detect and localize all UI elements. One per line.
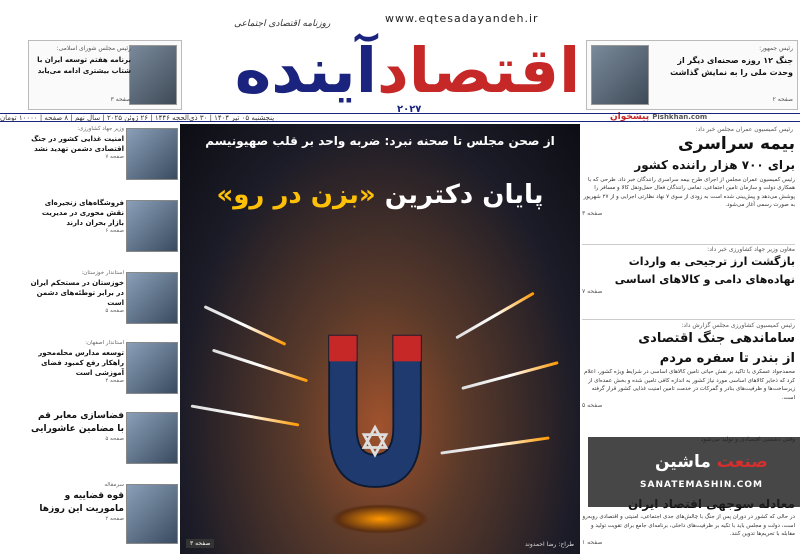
left-page: صفحه ۲ [105, 516, 124, 523]
president-photo [591, 45, 649, 105]
promo-page: صفحه ۳ [110, 96, 131, 103]
story-kicker: معاون وزیر جهاد کشاورزی خبر داد: [707, 246, 795, 253]
minister-photo [126, 128, 178, 180]
columnist-photo [126, 484, 178, 544]
story-page: صفحه ۱ [582, 538, 603, 546]
story-economic-war[interactable] [582, 322, 795, 434]
left-page: صفحه ۶ [105, 228, 124, 235]
page-ref: صفحه ۳ [186, 539, 214, 548]
promo-kicker: رئیس جمهور: [759, 45, 793, 52]
left-headline: قوه قضاییه و ماموریت این روزها [39, 490, 124, 515]
promo-kicker: رئیس مجلس شورای اسلامی: [56, 45, 131, 52]
left-kicker: استاندار اصفهان: [85, 340, 124, 346]
watermark-brand [655, 452, 768, 472]
left-kicker: استاندار خوزستان: [81, 270, 124, 276]
pishkhan-name: پیشخوان [610, 112, 650, 122]
story-headline-1: بیمه سراسری [678, 134, 795, 154]
left-headline: فضاسازی معابر قم با مضامین عاشورایی [31, 411, 124, 435]
left-kicker: سرمقاله [104, 482, 124, 488]
logo-part1: اقتصاد [376, 33, 581, 107]
promo-headline: جنگ ۱۲ روزه صحنه‌ای دیگر از وحدت ملی را به نمایش گذاشت [670, 56, 793, 77]
top-left-promo[interactable] [28, 40, 182, 110]
story-kicker: رئیس کمیسیون عمران مجلس خبر داد: [695, 126, 793, 133]
watermark-url[interactable]: SANATEMASHIN.COM [640, 480, 763, 490]
logo-part2: آینده [234, 33, 377, 107]
missile-icon [191, 404, 300, 426]
governor-photo [126, 272, 178, 324]
masthead-tagline: روزنامه اقتصادی اجتماعی [234, 19, 331, 29]
story-headline-2: برای ۷۰۰ هزار راننده کشور [634, 157, 795, 172]
center-headline-quote: «بزن در رو» [216, 180, 376, 210]
story-body: محمدجواد عسکری با تاکید بر نقش حیاتی تامین کالاهای اساسی در شرایط ویژه کشور، اعلام کرد که ذخایر کالاهای اساسی مورد نیاز کشور به اندازه کافی تامین شده و بخش عمده‌ای از زیرساخت‌ها و ظرفیت‌های بنادر و گمرکات در خدمت تامین امنیت غذایی کشور قرار گرفته است. [584, 369, 795, 401]
site-url[interactable]: www.eqtesadayandeh.ir [385, 12, 539, 25]
governor-photo [126, 342, 178, 394]
left-story-khuzestan[interactable] [28, 268, 178, 336]
left-story-food-security[interactable] [28, 124, 178, 192]
left-headline: امنیت غذایی کشور در جنگ اقتصادی دشمن تهدید نشد [31, 134, 124, 154]
speaker-photo [129, 45, 177, 105]
magnet-icon [320, 324, 430, 494]
center-headline-prefix: پایان دکترین [384, 180, 544, 210]
left-page: صفحه ۷ [105, 154, 124, 161]
story-page: صفحه ۵ [582, 402, 603, 410]
watermark-part2: ماشین [655, 452, 711, 472]
story-headline-1: بازگشت ارز ترجیحی به واردات [628, 255, 795, 268]
watermark-part1: صنعت [716, 452, 768, 472]
pishkhan-url[interactable]: Pishkhan.com [652, 113, 708, 121]
missile-icon [212, 349, 308, 383]
dateline: پنجشنبه ۰۵ تیر ۱۴۰۴ | ۳۰ ذی‌الحجه ۱۴۴۶ | ۲۶ ژوئن ۲۰۲۵ | سال نهم | ۸ صفحه | ۱۰۰۰۰ تومان [0, 113, 800, 122]
left-story-qom[interactable] [28, 408, 178, 476]
left-headline: فروشگاه‌های زنجیره‌ای نقش محوری در مدیریت بازار بحران دارند [41, 199, 124, 228]
designer-credit: طراح: رضا احمدوند [525, 541, 574, 548]
story-headline-2: نهاده‌های دامی و کالاهای اساسی [614, 272, 795, 286]
missile-icon [204, 305, 287, 346]
explosion-icon [330, 504, 430, 534]
official-photo [126, 200, 178, 252]
left-story-chain-stores[interactable] [28, 196, 178, 264]
story-body: در حالی که کشور در دوران پس از جنگ با چالش‌های جدی اجتماعی، امنیتی و اقتصادی روبه‌رو است، دولت و مجلس باید با تکیه بر ظرفیت‌های داخلی، برنامه‌ای جامع برای تقویت تولید و مقابله با تحریم‌ها تدوین کنند. [582, 514, 795, 538]
story-insurance[interactable] [582, 124, 795, 242]
left-page: صفحه ۴ [105, 378, 124, 385]
left-headline: توسعه مدارس محله‌محور راهکار رفع کمبود فضای آموزشی است [38, 348, 124, 378]
missile-icon [461, 361, 558, 390]
center-cover-image[interactable] [180, 124, 580, 554]
center-kicker: از صحن مجلس تا صحنه نبرد: ضربه واحد بر قلب صهیونیسم [205, 134, 555, 148]
official-photo [126, 412, 178, 464]
story-kicker: رئیس کمیسیون کشاورزی مجلس گزارش داد: [681, 322, 795, 329]
story-page: صفحه ۷ [582, 288, 603, 296]
left-story-judiciary[interactable] [28, 480, 178, 550]
left-page: صفحه ۵ [105, 308, 124, 315]
story-currency[interactable] [582, 246, 795, 316]
story-headline-1: ساماندهی جنگ اقتصادی [638, 331, 795, 346]
left-page: صفحه ۵ [105, 436, 124, 443]
issue-number: ۲۰۲۷ [397, 104, 422, 115]
newspaper-logo [230, 30, 585, 110]
story-body: رئیس کمیسیون عمران مجلس از اجرای طرح بیمه سراسری رانندگان خبر داد. طرحی که با همکاری دولت و سازمان تامین اجتماعی، تمامی رانندگان فعال حمل‌ونقل کالا و مسافر را پوشش می‌دهد و پیش‌بینی شده است به زودی از سوی ۷ نهاد نظارتی اجرایی و از ۲۷ شهریور به صورت رسمی آغاز می‌شود. [583, 176, 795, 209]
story-headline-2: از بندر تا سفره مردم [659, 350, 795, 366]
missile-icon [455, 292, 534, 340]
top-right-promo[interactable] [586, 40, 798, 110]
center-headline [190, 180, 570, 210]
left-kicker: وزیر جهاد کشاورزی: [77, 126, 124, 132]
left-story-schools[interactable] [28, 338, 178, 406]
promo-headline: برنامه هفتم توسعه ایران با شتاب بیشتری ادامه می‌یابد [37, 56, 131, 75]
story-page: صفحه ۳ [582, 210, 603, 217]
missile-icon [440, 436, 549, 454]
watermark-overlay [588, 437, 800, 507]
promo-page: صفحه ۲ [772, 96, 793, 103]
left-headline: خوزستان در مستحکم ایران در برابر توطئه‌های دشمن است [30, 278, 124, 308]
